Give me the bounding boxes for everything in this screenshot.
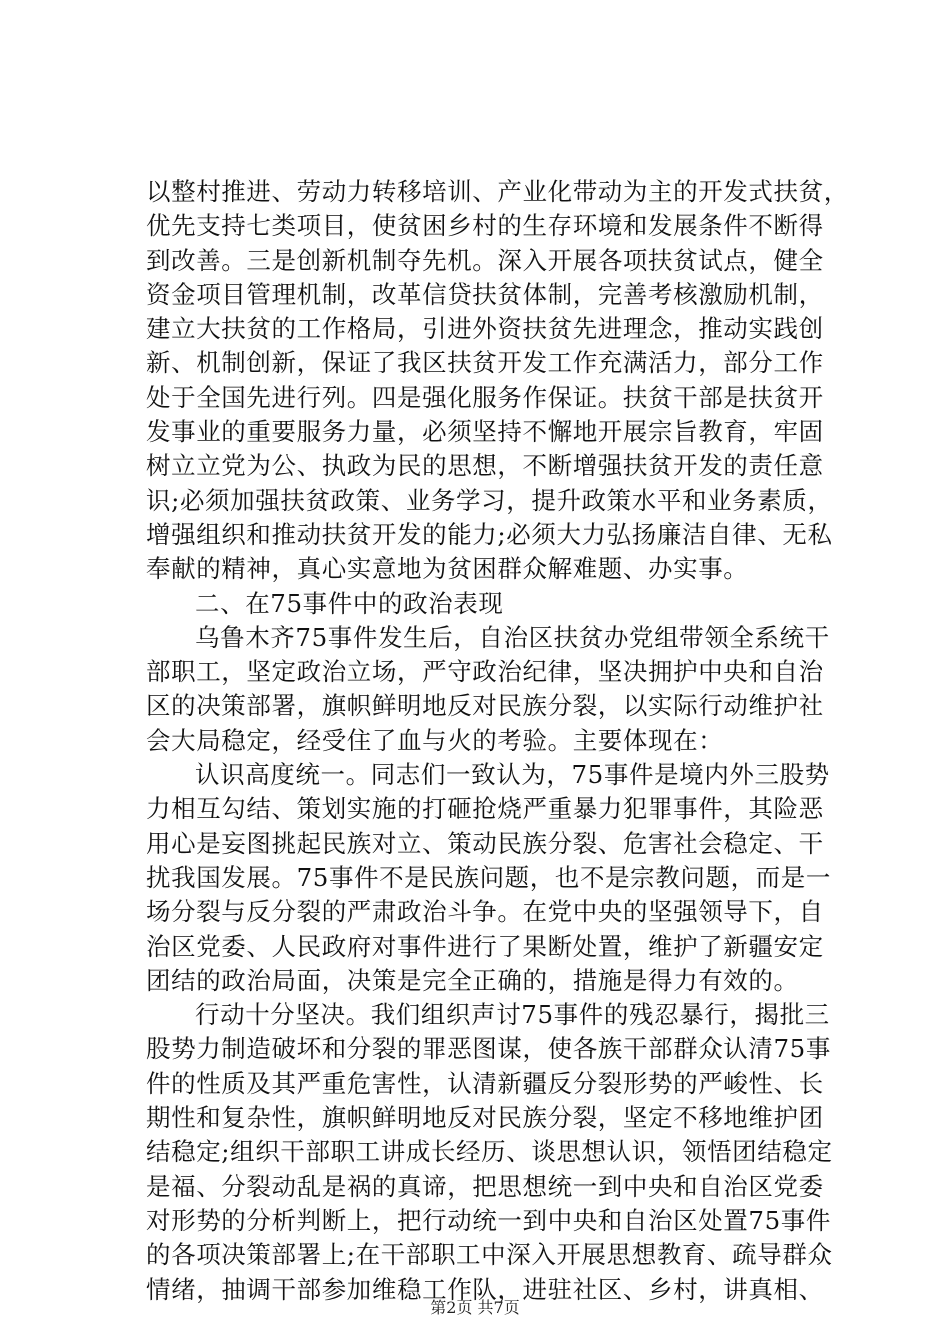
text-line: 治区党委、人民政府对事件进行了果断处置，维护了新疆安定 <box>146 931 824 961</box>
text-line: 期性和复杂性，旗帜鲜明地反对民族分裂，坚定不移地维护团 <box>146 1103 824 1133</box>
text-line: 场分裂与反分裂的严肃政治斗争。在党中央的坚强领导下，自 <box>146 897 824 927</box>
text-line: 识;必须加强扶贫政策、业务学习，提升政策水平和业务素质， <box>146 485 833 515</box>
text-line: 结稳定;组织干部职工讲成长经历、谈思想认识，领悟团结稳定 <box>146 1137 833 1167</box>
text-line: 情绪，抽调干部参加维稳工作队，进驻社区、乡村，讲真相、 <box>146 1274 824 1304</box>
text-line: 发事业的重要服务力量，必须坚持不懈地开展宗旨教育，牢固 <box>146 417 824 447</box>
text-line: 树立立党为公、执政为民的思想，不断增强扶贫开发的责任意 <box>146 451 824 481</box>
text-line: 奉献的精神，真心实意地为贫困群众解难题、办实事。 <box>146 554 749 584</box>
text-line: 二、在75事件中的政治表现 <box>195 588 504 618</box>
text-line: 股势力制造破坏和分裂的罪恶图谋，使各族干部群众认清75事 <box>146 1034 831 1064</box>
text-line: 力相互勾结、策划实施的打砸抢烧严重暴力犯罪事件，其险恶 <box>146 794 824 824</box>
body-text <box>146 175 849 1307</box>
text-line: 优先支持七类项目，使贫困乡村的生存环境和发展条件不断得 <box>146 211 824 241</box>
text-line: 件的性质及其严重危害性，认清新疆反分裂形势的严峻性、长 <box>146 1068 824 1098</box>
text-line: 新、机制创新，保证了我区扶贫开发工作充满活力，部分工作 <box>146 348 824 378</box>
text-line: 乌鲁木齐75事件发生后，自治区扶贫办党组带领全系统干 <box>195 622 830 652</box>
text-line: 建立大扶贫的工作格局，引进外资扶贫先进理念，推动实践创 <box>146 314 824 344</box>
text-line: 会大局稳定，经受住了血与火的考验。主要体现在： <box>146 725 724 755</box>
text-line: 行动十分坚决。我们组织声讨75事件的残忍暴行，揭批三 <box>195 1000 830 1030</box>
text-line: 资金项目管理机制，改革信贷扶贫体制，完善考核激励机制， <box>146 279 824 309</box>
text-line: 到改善。三是创新机制夺先机。深入开展各项扶贫试点，健全 <box>146 245 824 275</box>
text-line: 处于全国先进行列。四是强化服务作保证。扶贫干部是扶贫开 <box>146 382 824 412</box>
page-footer: 第2页 共7页 <box>430 1298 520 1317</box>
text-line: 用心是妄图挑起民族对立、策动民族分裂、危害社会稳定、干 <box>146 828 824 858</box>
text-line: 部职工，坚定政治立场，严守政治纪律，坚决拥护中央和自治 <box>146 657 824 687</box>
text-line: 扰我国发展。75事件不是民族问题，也不是宗教问题，而是一 <box>146 862 831 892</box>
text-line: 对形势的分析判断上，把行动统一到中央和自治区处置75事件 <box>146 1205 831 1235</box>
text-line: 区的决策部署，旗帜鲜明地反对民族分裂，以实际行动维护社 <box>146 691 824 721</box>
text-line: 增强组织和推动扶贫开发的能力;必须大力弘扬廉洁自律、无私 <box>146 519 833 549</box>
text-line: 是福、分裂动乱是祸的真谛，把思想统一到中央和自治区党委 <box>146 1171 824 1201</box>
text-line: 团结的政治局面，决策是完全正确的，措施是得力有效的。 <box>146 965 799 995</box>
text-line: 的各项决策部署上;在干部职工中深入开展思想教育、疏导群众 <box>146 1240 833 1270</box>
text-line: 以整村推进、劳动力转移培训、产业化带动为主的开发式扶贫， <box>146 177 849 206</box>
text-line: 认识高度统一。同志们一致认为，75事件是境内外三股势 <box>195 760 830 790</box>
